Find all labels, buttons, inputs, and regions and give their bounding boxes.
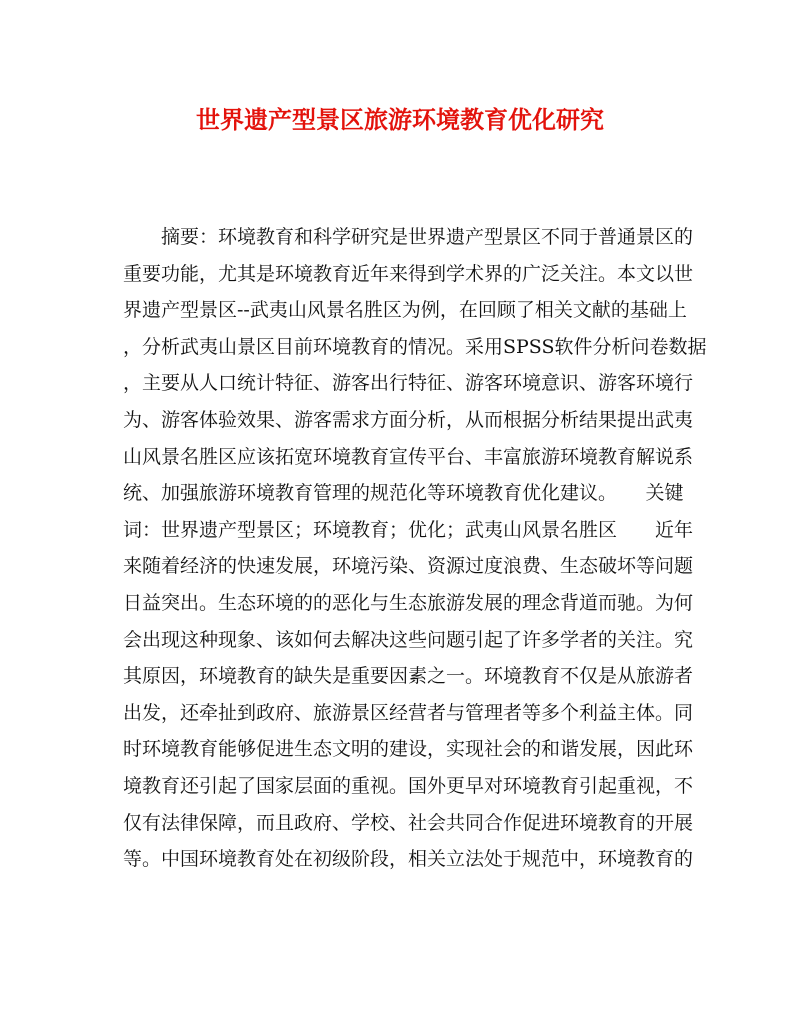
body-line: 来随着经济的快速发展，环境污染、资源过度浪费、生态破坏等问题 xyxy=(123,555,694,578)
body-line: 等。中国环境教育处在初级阶段，相关立法处于规范中，环境教育的 xyxy=(123,848,694,871)
body-line: 会出现这种现象、该如何去解决这些问题引起了许多学者的关注。究 xyxy=(123,628,694,651)
body-line: 仅有法律保障，而且政府、学校、社会共同合作促进环境教育的开展 xyxy=(123,811,694,834)
body-line: 时环境教育能够促进生态文明的建设，实现社会的和谐发展，因此环 xyxy=(123,738,694,761)
body-line: 界遗产型景区--武夷山风景名胜区为例，在回顾了相关文献的基础上 xyxy=(123,299,687,322)
body-line: 山风景名胜区应该拓宽环境教育宣传平台、丰富旅游环境教育解说系 xyxy=(123,445,694,468)
body-line: 摘要：环境教育和科学研究是世界遗产型景区不同于普通景区的 xyxy=(161,226,694,248)
document-body xyxy=(123,219,707,878)
body-line: 为、游客体验效果、游客需求方面分析，从而根据分析结果提出武夷 xyxy=(123,408,694,431)
body-line: 其原因，环境教育的缺失是重要因素之一。环境教育不仅是从旅游者 xyxy=(123,665,694,688)
body-line: 出发，还牵扯到政府、旅游景区经营者与管理者等多个利益主体。同 xyxy=(123,701,694,724)
body-line: 词：世界遗产型景区；环境教育；优化；武夷山风景名胜区 近年 xyxy=(123,518,694,541)
body-line: ，分析武夷山景区目前环境教育的情况。采用SPSS软件分析问卷数据 xyxy=(123,335,707,358)
body-line: 日益突出。生态环境的的恶化与生态旅游发展的理念背道而驰。为何 xyxy=(123,591,694,614)
body-line: ，主要从人口统计特征、游客出行特征、游客环境意识、游客环境行 xyxy=(123,372,694,395)
document-title: 世界遗产型景区旅游环境教育优化研究 xyxy=(196,105,604,134)
body-line: 统、加强旅游环境教育管理的规范化等环境教育优化建议。 关键 xyxy=(123,482,684,505)
body-line: 重要功能，尤其是环境教育近年来得到学术界的广泛关注。本文以世 xyxy=(123,262,694,285)
body-line: 境教育还引起了国家层面的重视。国外更早对环境教育引起重视，不 xyxy=(123,774,694,797)
